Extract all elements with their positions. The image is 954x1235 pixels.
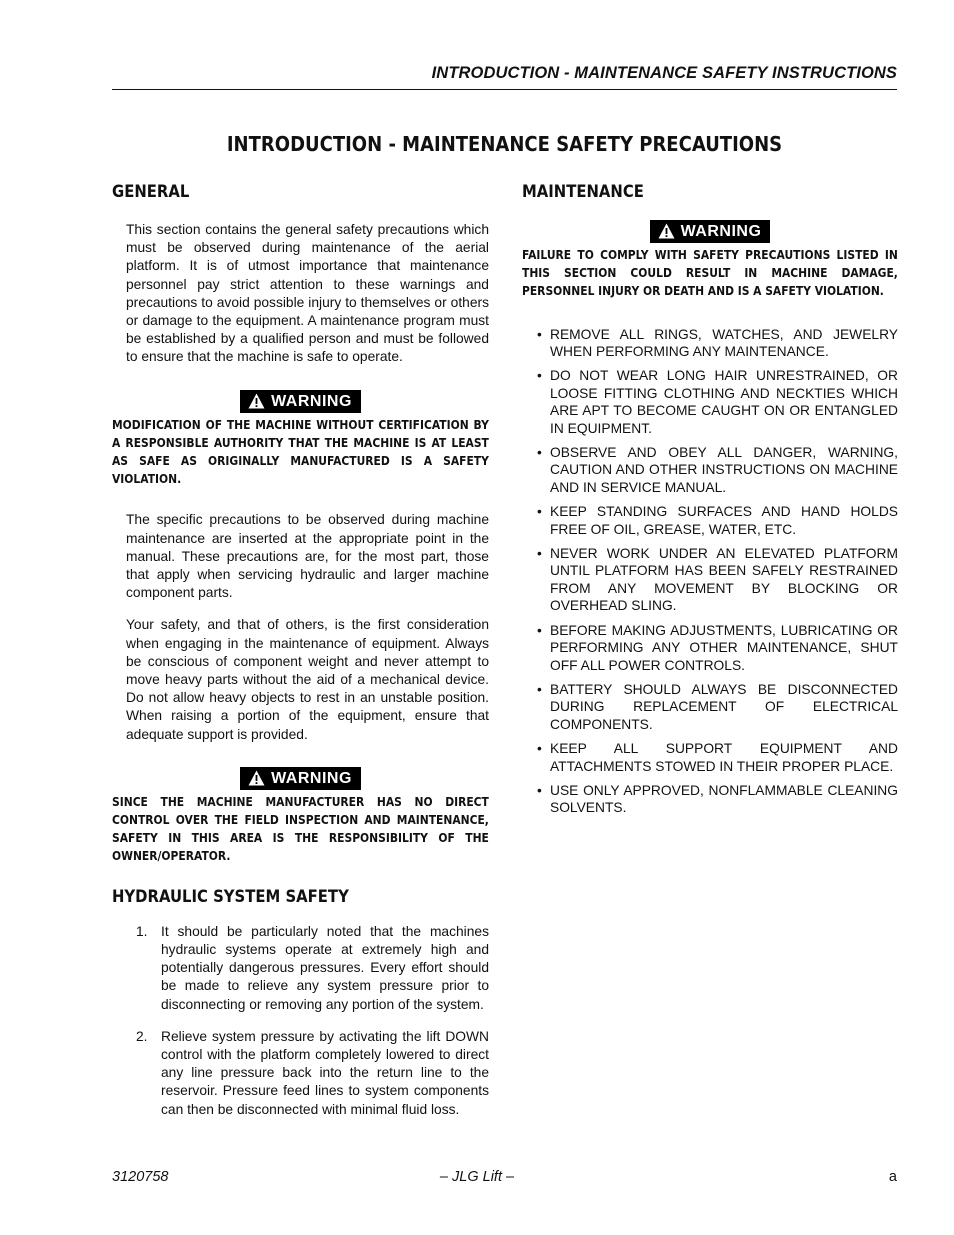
header-rule — [112, 89, 897, 90]
footer-doc-number: 3120758 — [112, 1169, 169, 1185]
list-item: • KEEP ALL SUPPORT EQUIPMENT AND ATTACHMENTS STOWED IN THEIR PROPER PLACE. — [537, 741, 898, 774]
list-item: • BATTERY SHOULD ALWAYS BE DISCONNECTED DURING REPLACEMENT OF ELECTRICAL COMPONENTS. — [537, 681, 898, 732]
warning-box-1 — [112, 390, 489, 413]
hydraulic-steps — [112, 923, 489, 1119]
right-column — [522, 182, 898, 824]
warning-badge — [650, 220, 771, 243]
footer-page-number: a — [888, 1169, 897, 1185]
warning-text-1: MODIFICATION OF THE MACHINE WITHOUT CERTIFICATION BY A RESPONSIBLE AUTHORITY THAT THE MACHINE IS AT LEAST AS SAFE AS ORIGINALLY MANUFACTURED IS A SAFETY VIOLATION. — [112, 417, 489, 487]
left-column — [112, 182, 489, 1119]
warning-box-3 — [522, 220, 898, 243]
general-paragraph: This section contains the general safety precautions which must be observed during maintenance of the aerial platform. It is of utmost importance that maintenance personnel pay strict attention to these warnings and precautions to avoid possible injury to themselves or others or damage to the equipment. A maintenance program must be established by a qualified person and must be followed to ensure that the machine is safe to operate. — [126, 222, 489, 365]
list-item: • OBSERVE AND OBEY ALL DANGER, WARNING, CAUTION AND OTHER INSTRUCTIONS ON MACHINE AND IN SERVICE MANUAL. — [537, 445, 898, 495]
running-header: INTRODUCTION - MAINTENANCE SAFETY INSTRUCTIONS — [431, 64, 897, 82]
warning-box-2 — [112, 767, 489, 790]
footer-brand: – JLG Lift – — [439, 1169, 515, 1185]
safety-paragraph: Your safety, and that of others, is the first consideration when engaging in the maintenance of equipment. Always be conscious of component weight and never attempt to move heavy parts without the aid of a mechanical device. Do not allow heavy objects to rest in an unstable position. When raising a portion of the equipment, ensure that adequate support is provided. — [126, 617, 489, 742]
warning-triangle-icon — [248, 393, 265, 409]
warning-label: WARNING — [680, 223, 762, 240]
warning-label: WARNING — [271, 392, 352, 410]
warning-triangle-icon — [658, 223, 675, 239]
maintenance-bullets — [522, 326, 898, 817]
general-heading: GENERAL — [112, 182, 190, 201]
warning-text-2: SINCE THE MACHINE MANUFACTURER HAS NO DIRECT CONTROL OVER THE FIELD INSPECTION AND MAINTENANCE, SAFETY IN THIS AREA IS THE RESPONSIBILITY OF THE OWNER/OPERATOR. — [112, 794, 489, 864]
warning-label: WARNING — [271, 769, 352, 787]
warning-badge — [240, 767, 361, 790]
list-item: 2. Relieve system pressure by activating the lift DOWN control with the platform completely lowered to direct any line pressure back into the return line to the reservoir. Pressure feed lines to system components can then be disconnected with minimal fluid loss. — [136, 1028, 489, 1117]
warning-badge — [240, 390, 361, 413]
list-item: • DO NOT WEAR LONG HAIR UNRESTRAINED, OR LOOSE FITTING CLOTHING AND NECKTIES WHICH ARE APT TO BECOME CAUGHT ON OR ENTANGLED IN EQUIPMENT. — [537, 368, 898, 436]
list-item: • BEFORE MAKING ADJUSTMENTS, LUBRICATING OR PERFORMING ANY OTHER MAINTENANCE, SHUT OFF ALL POWER CONTROLS. — [537, 622, 898, 673]
warning-triangle-icon — [248, 770, 265, 786]
list-item: • NEVER WORK UNDER AN ELEVATED PLATFORM UNTIL PLATFORM HAS BEEN SAFELY RESTRAINED FROM ANY MOVEMENT BY BLOCKING OR OVERHEAD SLING. — [537, 546, 898, 614]
list-item: • KEEP STANDING SURFACES AND HAND HOLDS FREE OF OIL, GREASE, WATER, ETC. — [537, 504, 898, 537]
warning-text-3: FAILURE TO COMPLY WITH SAFETY PRECAUTIONS LISTED IN THIS SECTION COULD RESULT IN MACHINE DAMAGE, PERSONNEL INJURY OR DEATH AND IS A SAFETY VIOLATION. — [522, 248, 898, 299]
specific-precautions-paragraph: The specific precautions to be observed during machine maintenance are inserted at the appropriate point in the manual. These precautions are, for the most part, those that apply when servicing hydraulic and larger machine component parts. — [126, 512, 489, 601]
list-item: • USE ONLY APPROVED, NONFLAMMABLE CLEANING SOLVENTS. — [537, 782, 898, 816]
page-title: INTRODUCTION - MAINTENANCE SAFETY PRECAUTIONS — [226, 132, 783, 156]
list-item: 1. It should be particularly noted that the machines hydraulic systems operate at extremely high and potentially dangerous pressures. Every effort should be made to relieve any system pressure prior to disconnecting or removing any portion of the system. — [136, 923, 489, 1012]
list-item: • REMOVE ALL RINGS, WATCHES, AND JEWELRY WHEN PERFORMING ANY MAINTENANCE. — [537, 326, 898, 360]
maintenance-heading: MAINTENANCE — [522, 182, 644, 201]
hydraulic-heading: HYDRAULIC SYSTEM SAFETY — [112, 886, 349, 906]
